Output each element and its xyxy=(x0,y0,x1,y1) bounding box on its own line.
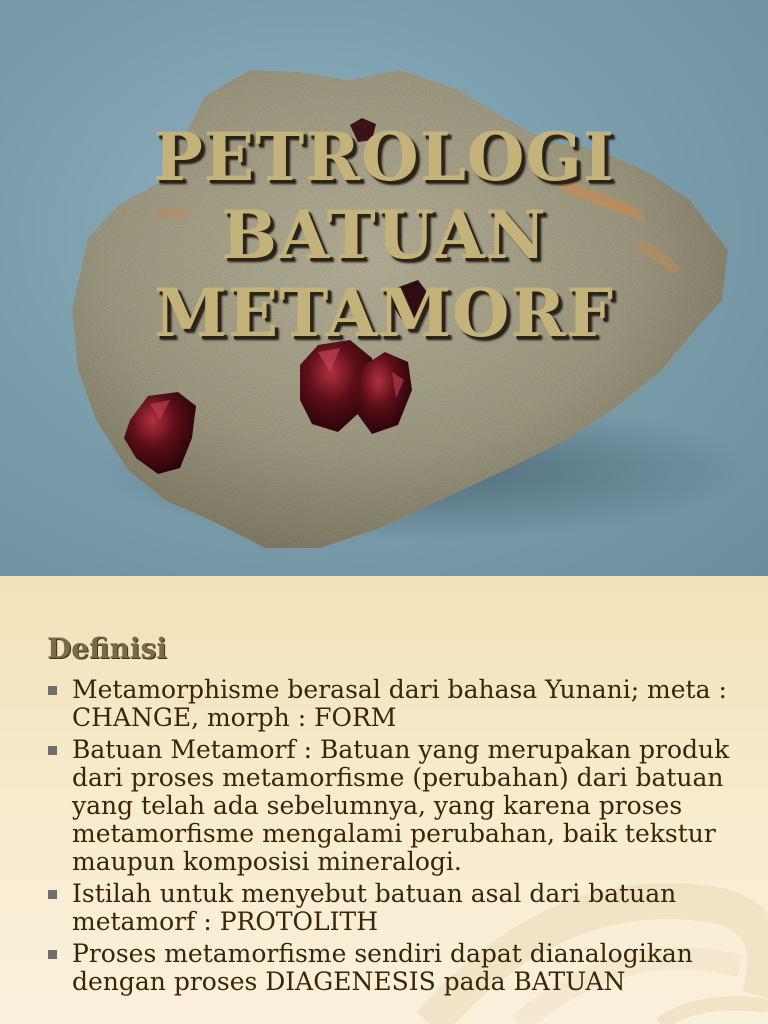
list-item xyxy=(46,940,736,996)
list-item-text: Metamorphisme berasal dari bahasa Yunani; meta : CHANGE, morph : FORM xyxy=(72,675,727,732)
square-bullet-icon xyxy=(48,746,57,755)
square-bullet-icon xyxy=(48,950,57,959)
definition-slide xyxy=(0,576,768,1024)
title-line-1: PETROLOGI xyxy=(153,118,615,196)
list-item xyxy=(46,736,736,876)
square-bullet-icon xyxy=(48,890,57,899)
definition-list xyxy=(46,676,736,1000)
list-item xyxy=(46,880,736,936)
title-line-3: METAMORF xyxy=(153,274,615,352)
list-item-text: Batuan Metamorf : Batuan yang merupakan produk dari proses metamorfisme (perubahan) dari batuan yang telah ada sebelumnya, yang karena proses metamorfisme mengalami perubahan, baik tekstur maupun komposisi mineralogi. xyxy=(72,735,730,876)
square-bullet-icon xyxy=(48,686,57,695)
list-item-text: Istilah untuk menyebut batuan asal dari batuan metamorf : PROTOLITH xyxy=(72,879,677,936)
slide-title xyxy=(0,118,768,352)
list-item-text: Proses metamorfisme sendiri dapat dianalogikan dengan proses DIAGENESIS pada BATUAN xyxy=(72,939,693,996)
section-heading: Definisi xyxy=(47,632,167,665)
title-line-2: BATUAN xyxy=(221,196,547,274)
list-item xyxy=(46,676,736,732)
